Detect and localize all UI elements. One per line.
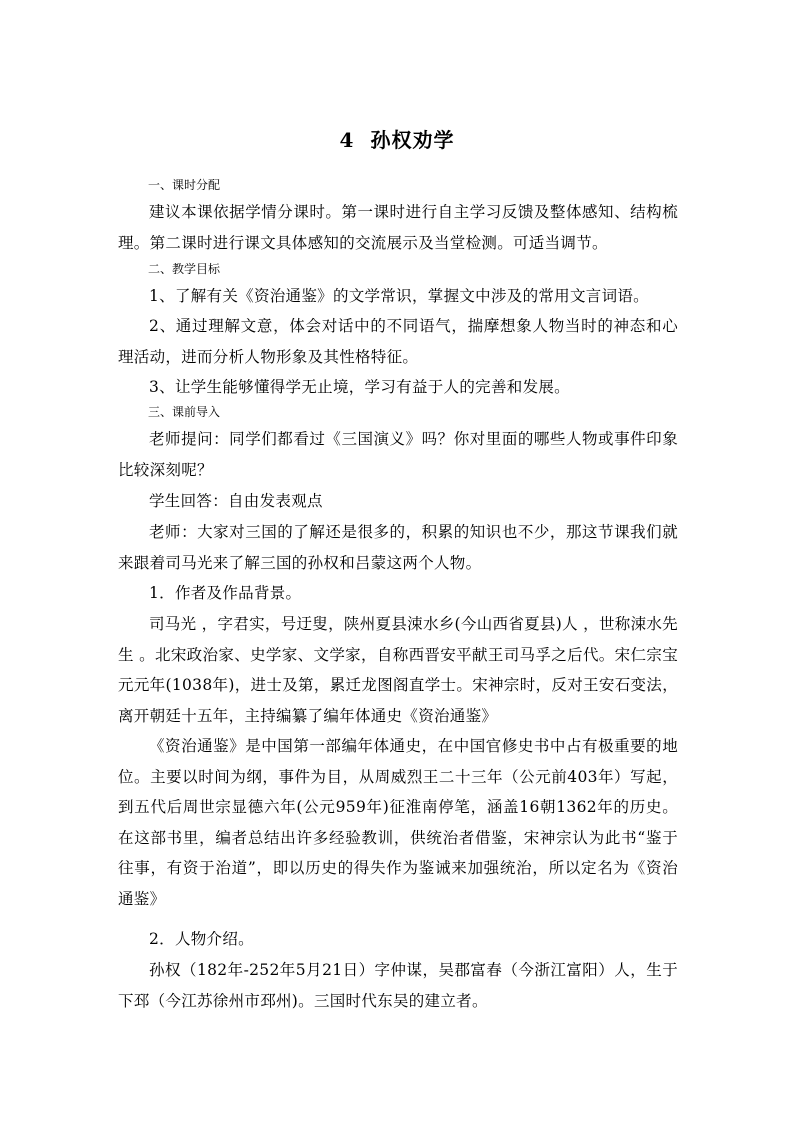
paragraph-author-heading: 1．作者及作品背景。 [149,584,302,602]
paragraph-student-answer: 学生回答：自由发表观点 [149,492,323,510]
section-heading-intro: 三、课前导入 [148,405,221,419]
title-text: 孙权劝学 [370,128,455,152]
paragraph-work-background: 《资治通鉴》是中国第一部编年体通史，在中国官修史书中占有极重要的地位。主要以时间为纲，事件为目，从周威烈王二十三年（公元前403年）写起，到五代后周世宗显德六年(公元959年)征淮南停笔，涵盖16朝1362年的历史。在这部书里，编者总结出许多经验教训，供统治者借鉴，宋神宗认为此书“鉴于往事，有资于治道”，即以历史的得失作为鉴诫来加强统治，所以定名为《资治通鉴》 [118,737,678,908]
section-heading-objectives: 二、教学目标 [148,262,221,276]
paragraph-schedule: 建议本课依据学情分课时。第一课时进行自主学习反馈及整体感知、结构梳理。第二课时进行课文具体感知的交流展示及当堂检测。可适当调节。 [118,203,678,252]
title-number: 4 [339,128,355,152]
paragraph-character-intro: 孙权（182年-252年5月21日）字仲谋，吴郡富春（今浙江富阳）人，生于下邳（今江苏徐州市邳州)。三国时代东吴的建立者。 [118,961,678,1010]
paragraph-teacher-remark: 老师：大家对三国的了解还是很多的，积累的知识也不少，那这节课我们就来跟着司马光来了解三国的孙权和吕蒙这两个人物。 [118,523,678,572]
paragraph-character-heading: 2．人物介绍。 [149,930,254,948]
paragraph-author-bio: 司马光 ，字君实，号迂叟，陕州夏县涑水乡(今山西省夏县)人 ，世称涑水先生 。北宋政治家、史学家、文学家，自称西晋安平献王司马孚之后代。宋仁宗宝元元年(1038年)，进士及第，累迁龙图阁直学士。宋神宗时，反对王安石变法，离开朝廷十五年，主持编纂了编年体通史《资治通鉴》 [118,615,678,725]
paragraph-objective-1: 1、了解有关《资治通鉴》的文学常识，掌握文中涉及的常用文言词语。 [149,287,649,305]
paragraph-objective-3: 3、让学生能够懂得学无止境，学习有益于人的完善和发展。 [149,378,570,396]
section-heading-schedule: 一、课时分配 [148,178,221,192]
paragraph-objective-2: 2、通过理解文意，体会对话中的不同语气，揣摩想象人物当时的神态和心理活动，进而分析人物形象及其性格特征。 [118,317,678,366]
paragraph-teacher-question: 老师提问：同学们都看过《三国演义》吗？你对里面的哪些人物或事件印象比较深刻呢？ [118,430,678,479]
page-title [0,124,794,153]
